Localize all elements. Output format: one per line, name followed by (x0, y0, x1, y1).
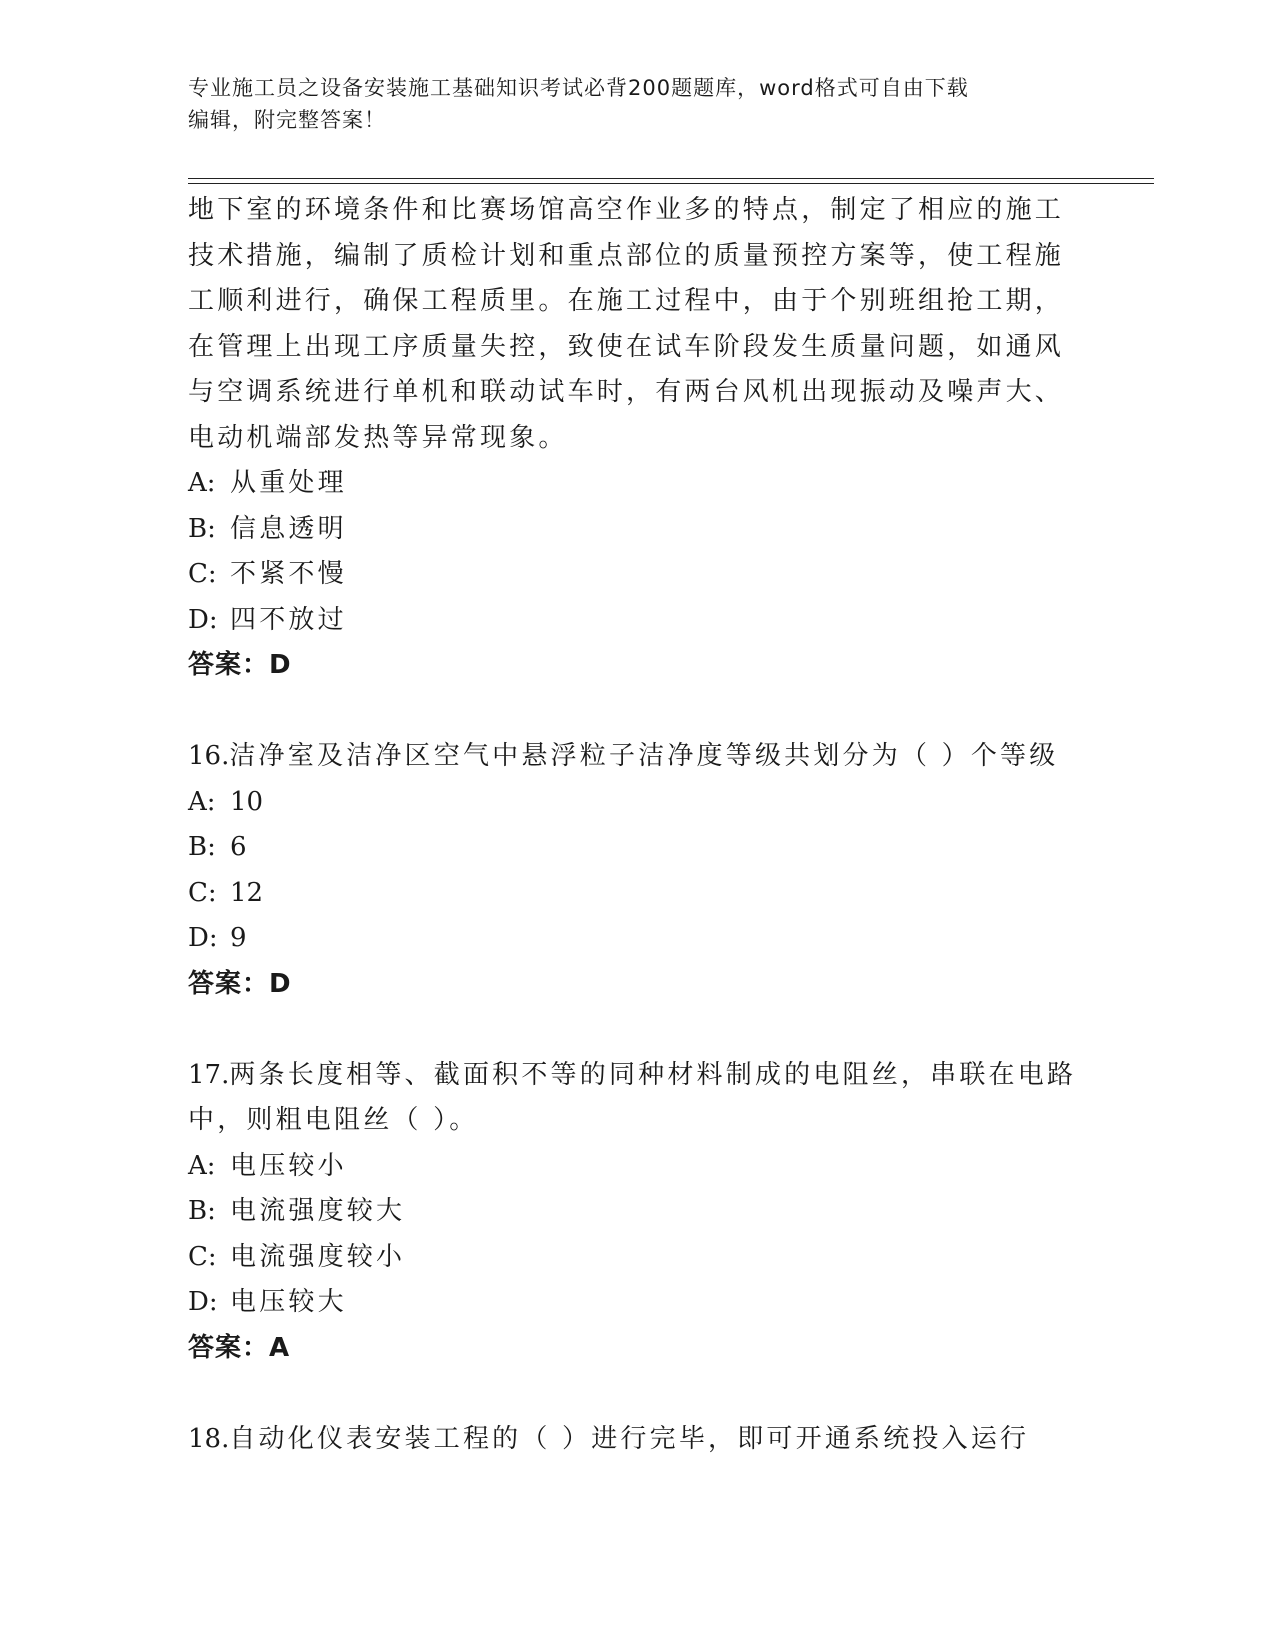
question-text: 洁净室及洁净区空气中悬浮粒子洁净度等级共划分为（ ）个等级 (229, 741, 1059, 771)
option-letter: B: (188, 1196, 216, 1226)
spacer (188, 689, 1088, 735)
question-stem-continued: 中，则粗电阻丝（ ）。 (188, 1105, 479, 1135)
question-18-block (188, 1417, 1088, 1463)
header-title-line-1: 专业施工员之设备安装施工基础知识考试必背200题题库，word格式可自由下载 (188, 76, 969, 100)
option-letter: C: (188, 1241, 217, 1272)
option-text: 信息透明 (230, 513, 347, 544)
question-stem (188, 1417, 1088, 1463)
option-letter: B: (188, 832, 216, 862)
question-text: 两条长度相等、截面积不等的同种材料制成的电阻丝，串联在电路 (229, 1059, 1077, 1090)
document-header (188, 72, 1088, 136)
passage-line: 在管理上出现工序质量失控，致使在试车阶段发生质量问题，如通风 (188, 331, 1065, 362)
option-letter: A: (188, 1150, 216, 1181)
option-text: 不紧不慢 (230, 559, 347, 589)
passage-line: 电动机端部发热等异常现象。 (188, 422, 568, 453)
option-letter: A: (188, 786, 216, 817)
option-text: 6 (230, 832, 247, 862)
option-c (188, 871, 1088, 917)
option-b (188, 825, 1088, 871)
question-15-block (188, 188, 1088, 689)
option-c (188, 1235, 1088, 1281)
option-d (188, 598, 1088, 644)
option-b (188, 1189, 1088, 1235)
question-number: 17. (188, 1059, 230, 1090)
option-text: 12 (230, 877, 264, 908)
option-text: 电流强度较大 (230, 1196, 406, 1226)
option-letter: C: (188, 559, 217, 589)
header-divider-top (188, 178, 1154, 179)
header-divider-bottom (188, 183, 1154, 184)
question-stem (188, 1053, 1088, 1099)
option-letter: B: (188, 513, 216, 544)
option-text: 从重处理 (230, 468, 347, 498)
answer-line: 答案：D (188, 968, 292, 999)
passage-line: 技术措施，编制了质检计划和重点部位的质量预控方案等，使工程施 (188, 240, 1065, 271)
option-letter: A: (188, 468, 216, 498)
option-a (188, 461, 1088, 507)
option-letter: D: (188, 1287, 218, 1317)
option-letter: C: (188, 877, 217, 908)
option-a (188, 780, 1088, 826)
option-text: 电压较大 (230, 1287, 347, 1317)
question-17-block (188, 1053, 1088, 1372)
spacer (188, 1007, 1088, 1053)
question-number: 16. (188, 741, 230, 771)
question-16-block (188, 734, 1088, 1007)
spacer (188, 1371, 1088, 1417)
option-text: 电压较小 (230, 1150, 347, 1181)
option-text: 10 (230, 786, 264, 817)
document-body (188, 188, 1088, 1462)
option-b (188, 507, 1088, 553)
option-text: 电流强度较小 (230, 1241, 406, 1272)
passage-line: 与空调系统进行单机和联动试车时，有两台风机出现振动及噪声大、 (188, 377, 1065, 407)
option-letter: D: (188, 923, 218, 953)
option-c (188, 552, 1088, 598)
question-stem (188, 734, 1088, 780)
question-number: 18. (188, 1423, 230, 1454)
answer-line: 答案：D (188, 650, 292, 680)
passage-line: 地下室的环境条件和比赛场馆高空作业多的特点，制定了相应的施工 (188, 195, 1065, 225)
option-d (188, 916, 1088, 962)
option-a (188, 1144, 1088, 1190)
header-title-line-2: 编辑，附完整答案！ (188, 108, 386, 132)
question-text: 自动化仪表安装工程的（ ）进行完毕，即可开通系统投入运行 (229, 1423, 1030, 1454)
option-letter: D: (188, 604, 218, 635)
option-text: 四不放过 (230, 604, 347, 635)
option-d (188, 1280, 1088, 1326)
option-text: 9 (230, 923, 247, 953)
answer-line: 答案：A (188, 1332, 291, 1363)
passage-line: 工顺利进行，确保工程质里。在施工过程中，由于个别班组抢工期， (188, 286, 1065, 316)
